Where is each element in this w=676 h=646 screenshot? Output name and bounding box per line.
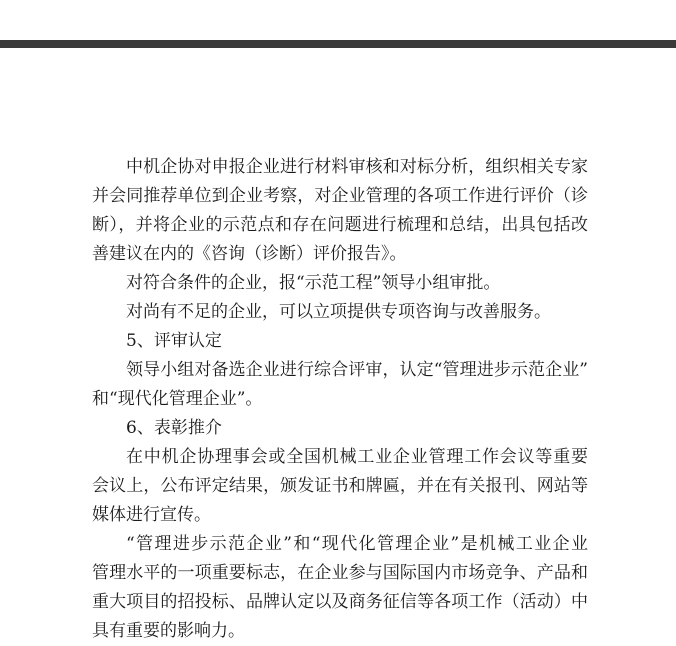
text-line-13: 媒体进行宣传。 <box>92 505 211 525</box>
text-line-1: 中机企协对申报企业进行材料审核和对标分析，组织相关专家 <box>126 157 588 177</box>
text-line-6: 对尚有不足的企业，可以立项提供专项咨询与改善服务。 <box>126 302 551 322</box>
text-line-17: 具有重要的影响力。 <box>92 621 245 641</box>
text-line-12: 会议上，公布评定结果，颁发证书和牌匾，并在有关报刊、网站等 <box>92 476 588 496</box>
text-line-5: 对符合条件的企业，报“示范工程”领导小组审批。 <box>126 273 501 293</box>
text-line-4: 善建议在内的《咨询（诊断）评价报告》。 <box>92 244 407 264</box>
page-header-bar <box>0 40 676 48</box>
text-line-3: 断），并将企业的示范点和存在问题进行梳理和总结，出具包括改 <box>92 215 588 235</box>
text-line-2: 并会同推荐单位到企业考察，对企业管理的各项工作进行评价（诊 <box>92 186 588 206</box>
text-line-9: 和“现代化管理企业”。 <box>92 389 263 409</box>
text-line-16: 重大项目的招投标、品牌认定以及商务征信等各项工作（活动）中 <box>92 592 588 612</box>
section-heading-5: 5、评审认定 <box>126 331 222 351</box>
section-heading-6: 6、表彰推介 <box>126 418 222 438</box>
document-body <box>92 153 588 646</box>
text-line-8: 领导小组对备选企业进行综合评审，认定“管理进步示范企业” <box>126 360 588 380</box>
text-line-14: “管理进步示范企业”和“现代化管理企业”是机械工业企业 <box>126 534 588 554</box>
text-line-11: 在中机企协理事会或全国机械工业企业管理工作会议等重要 <box>126 447 588 467</box>
text-line-15: 管理水平的一项重要标志，在企业参与国际国内市场竞争、产品和 <box>92 563 588 583</box>
